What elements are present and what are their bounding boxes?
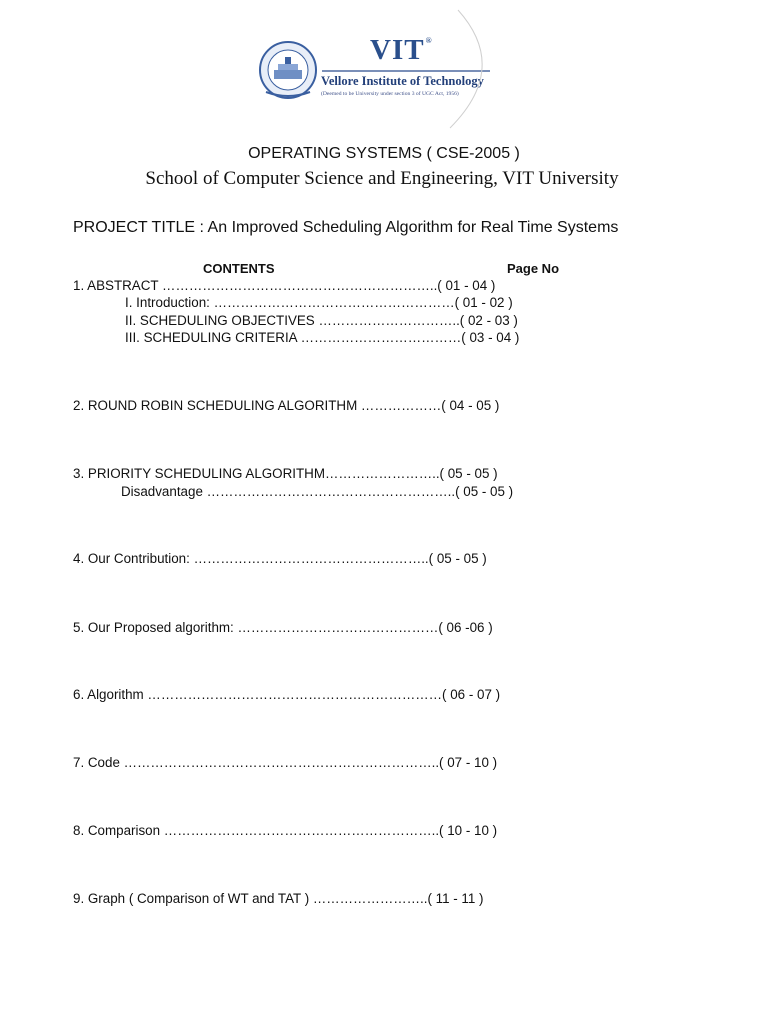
toc-subitem-introduction: I. Introduction: ………………………………………………( 01 - 02 ) [125, 295, 513, 310]
institute-name: Vellore Institute of Technology [321, 74, 484, 88]
page-no-heading: Page No [507, 261, 560, 276]
toc-item-proposed-algorithm: 5. Our Proposed algorithm: ………………………………………( 06 -06 ) [73, 620, 493, 635]
toc-item-round-robin: 2. ROUND ROBIN SCHEDULING ALGORITHM ………………( 04 - 05 ) [73, 398, 500, 413]
vit-wordmark: VIT® [370, 34, 433, 66]
vit-seal-logo [258, 40, 318, 100]
toc-item-priority-scheduling: 3. PRIORITY SCHEDULING ALGORITHM……………………..( 05 - 05 ) [73, 466, 498, 481]
project-title: PROJECT TITLE : An Improved Scheduling Algorithm for Real Time Systems [73, 219, 619, 236]
decorative-arc [440, 8, 500, 130]
toc-item-graph: 9. Graph ( Comparison of WT and TAT ) ……………………..( 11 - 11 ) [73, 891, 484, 906]
school-name: School of Computer Science and Engineering, VIT University [145, 168, 619, 189]
toc-item-code: 7. Code ……………………………………………………………..( 07 - 10 ) [73, 755, 498, 770]
course-title: OPERATING SYSTEMS ( CSE-2005 ) [248, 145, 520, 162]
toc-item-abstract: 1. ABSTRACT ……………………………………………………..( 01 - 04 ) [73, 278, 496, 293]
toc-item-algorithm: 6. Algorithm …………………………………………………………( 06 - 07 ) [73, 687, 501, 702]
toc-item-our-contribution: 4. Our Contribution: ……………………………………………..( 05 - 05 ) [73, 551, 487, 566]
toc-item-comparison: 8. Comparison ……………………………………………………..( 10 - 10 ) [73, 823, 498, 838]
contents-heading: CONTENTS [203, 261, 275, 276]
toc-subitem-scheduling-criteria: III. SCHEDULING CRITERIA ………………………………( 03 - 04 ) [125, 330, 520, 345]
toc-subitem-disadvantage: Disadvantage ………………………………………………..( 05 - 05 ) [121, 484, 514, 499]
institute-subtitle: (Deemed to be University under section 3 of UGC Act, 1956) [321, 91, 459, 97]
header [0, 0, 768, 140]
toc-subitem-scheduling-objectives: II. SCHEDULING OBJECTIVES …………………………..( 02 - 03 ) [125, 313, 518, 328]
